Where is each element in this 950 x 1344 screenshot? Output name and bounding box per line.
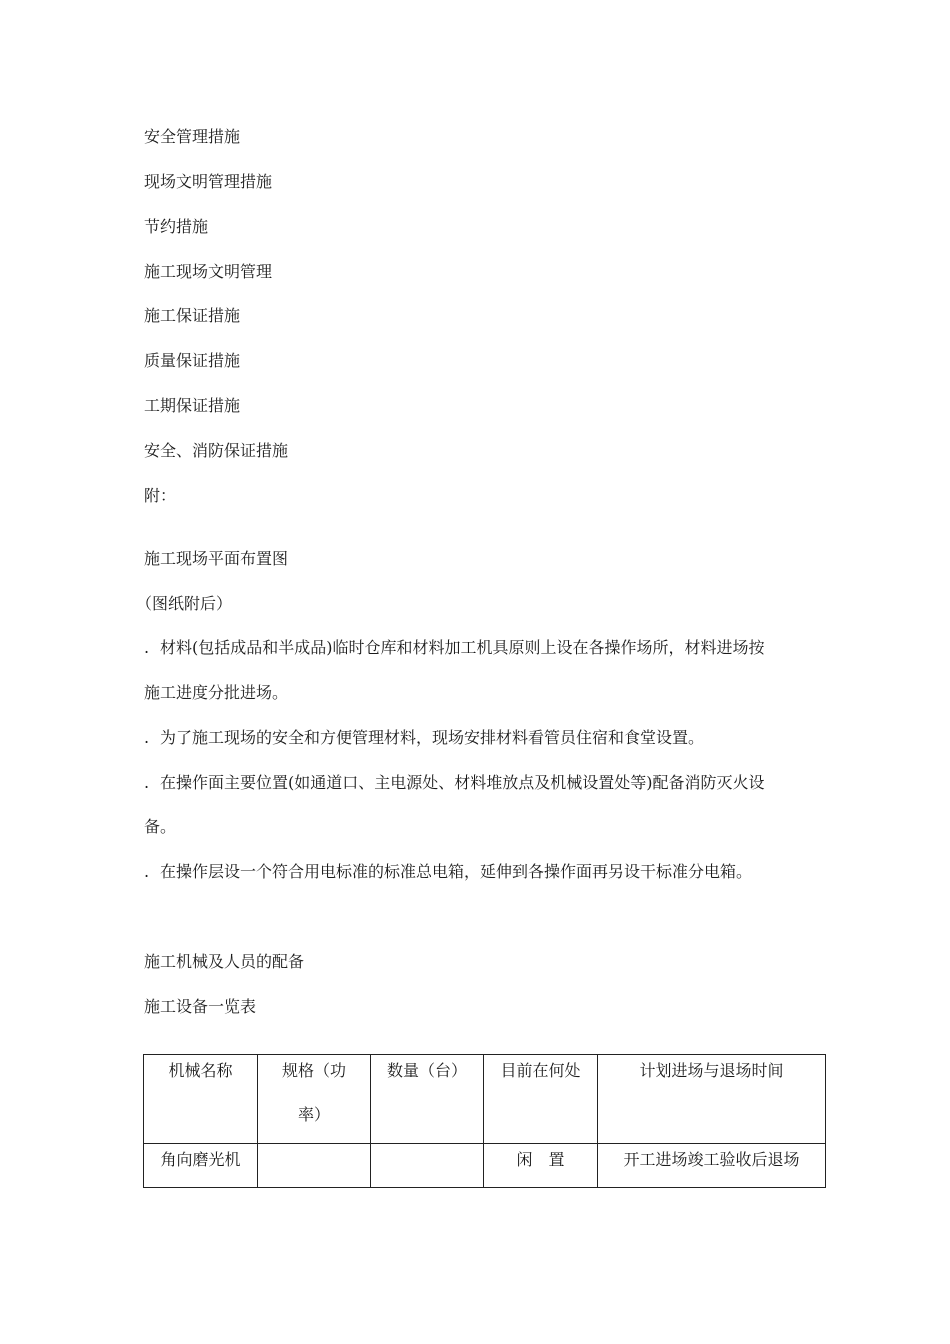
heading-quality-guarantee: 质量保证措施 xyxy=(144,351,241,370)
heading-site-civilization-measures: 现场文明管理措施 xyxy=(144,172,273,191)
equipment-table-title: 施工设备一览表 xyxy=(144,997,257,1016)
table-row xyxy=(144,1144,826,1188)
layout-item-1-line-1: 材料(包括成品和半成品)临时仓库和材料加工机具原则上设在各操作场所，材料进场按 xyxy=(160,638,765,657)
header-schedule: 计划进场与退场时间 xyxy=(598,1055,826,1144)
layout-item-4: 在操作层设一个符合用电标准的标准总电箱，延伸到各操作面再另设干标准分电箱。 xyxy=(160,862,753,881)
layout-item-1-line-2: 施工进度分批进场。 xyxy=(144,683,289,702)
layout-item-3-line-1: 在操作面主要位置(如通道口、主电源处、材料堆放点及机械设置处等)配备消防灭火设 xyxy=(160,773,765,792)
site-layout-note: （图纸附后） xyxy=(136,594,233,613)
heading-construction-guarantee: 施工保证措施 xyxy=(144,306,241,325)
machinery-section-title: 施工机械及人员的配备 xyxy=(144,952,305,971)
heading-site-civilization-management: 施工现场文明管理 xyxy=(144,262,273,281)
layout-item-2: 为了施工现场的安全和方便管理材料，现场安排材料看管员住宿和食堂设置。 xyxy=(160,728,705,747)
bullet-marker-2: . xyxy=(144,728,150,747)
header-quantity: 数量（台） xyxy=(371,1055,484,1144)
heading-safety-management: 安全管理措施 xyxy=(144,127,241,146)
cell-schedule: 开工进场竣工验收后退场 xyxy=(598,1144,826,1188)
equipment-table xyxy=(143,1054,826,1188)
heading-schedule-guarantee: 工期保证措施 xyxy=(144,396,241,415)
bullet-marker-4: . xyxy=(144,862,150,881)
header-spec-power: 规格（功 率） xyxy=(258,1055,371,1144)
bullet-marker-1: . xyxy=(144,638,150,657)
layout-item-3-line-2: 备。 xyxy=(144,817,177,836)
heading-safety-fire-guarantee: 安全、消防保证措施 xyxy=(144,441,289,460)
table-header-row xyxy=(144,1055,826,1144)
cell-quantity xyxy=(371,1144,484,1188)
heading-appendix: 附： xyxy=(144,486,177,505)
bullet-marker-3: . xyxy=(144,773,150,792)
cell-machine-name: 角向磨光机 xyxy=(144,1144,258,1188)
cell-spec xyxy=(258,1144,371,1188)
site-layout-title: 施工现场平面布置图 xyxy=(144,549,289,568)
header-current-location: 目前在何处 xyxy=(484,1055,598,1144)
cell-location: 闲 置 xyxy=(484,1144,598,1188)
heading-saving-measures: 节约措施 xyxy=(144,217,209,236)
header-machine-name: 机械名称 xyxy=(144,1055,258,1144)
